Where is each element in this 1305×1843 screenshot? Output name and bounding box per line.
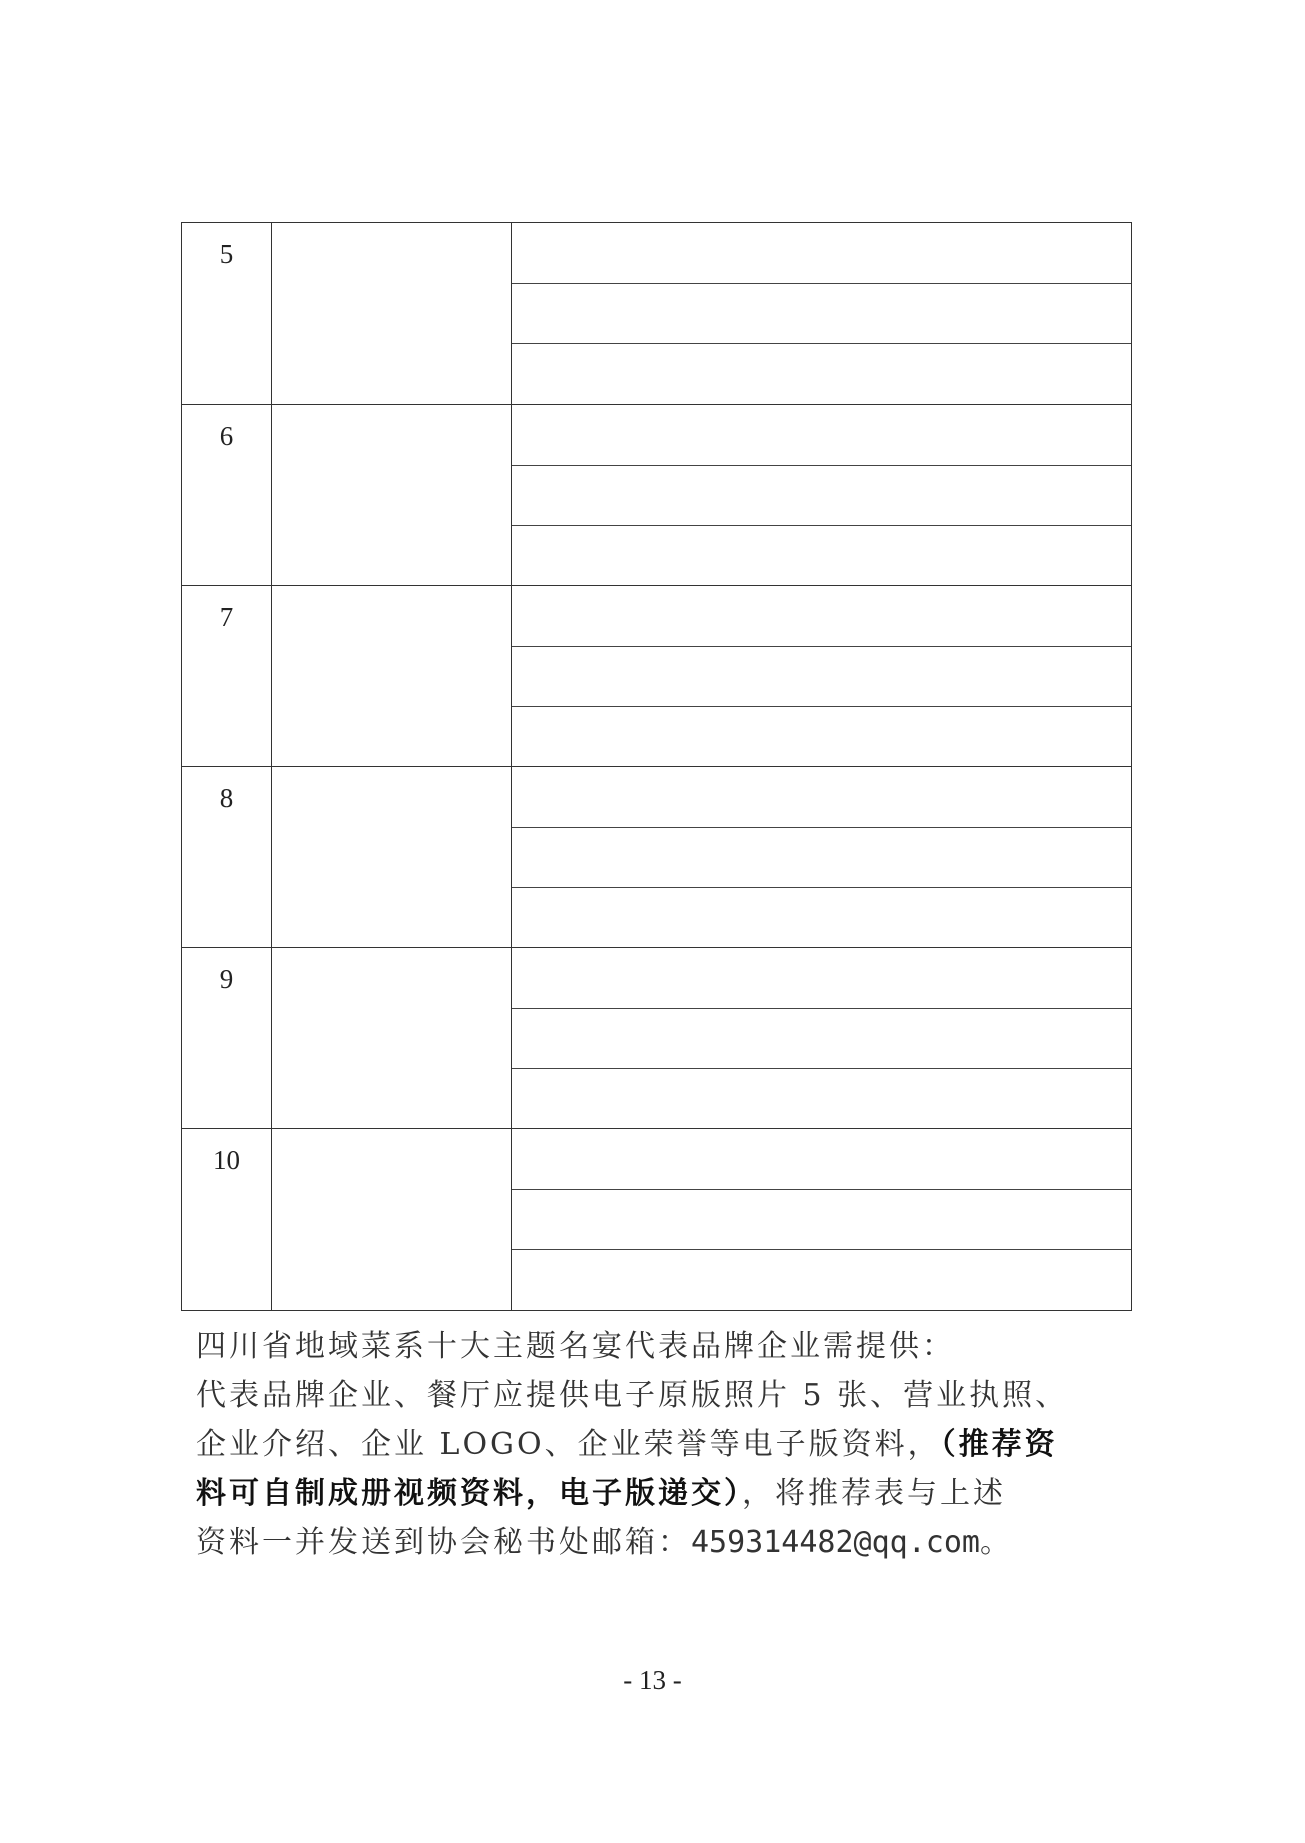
detail-divider	[512, 525, 1131, 526]
notes-bold-text: 料可自制成册视频资料，电子版递交）	[196, 1476, 742, 1511]
page-number: - 13 -	[623, 1665, 682, 1695]
detail-divider	[512, 1189, 1131, 1190]
notes-line-4: 资料一并发送到协会秘书处邮箱：459314482@qq.com。	[196, 1525, 1013, 1560]
table-row	[182, 404, 1131, 586]
detail-divider	[512, 465, 1131, 466]
name-cell[interactable]	[272, 405, 512, 586]
row-number: 5	[182, 223, 272, 404]
detail-divider	[512, 343, 1131, 344]
notes-heading: 四川省地域菜系十大主题名宴代表品牌企业需提供：	[196, 1329, 955, 1364]
detail-divider	[512, 646, 1131, 647]
detail-divider	[512, 827, 1131, 828]
detail-divider	[512, 1068, 1131, 1069]
row-number: 9	[182, 948, 272, 1129]
detail-cell[interactable]	[512, 405, 1131, 586]
table-row	[182, 947, 1131, 1129]
row-number: 7	[182, 586, 272, 767]
detail-divider	[512, 706, 1131, 707]
name-cell[interactable]	[272, 223, 512, 404]
table-row	[182, 223, 1131, 404]
detail-divider	[512, 887, 1131, 888]
row-number: 8	[182, 767, 272, 948]
email-address: 459314482@qq.com	[691, 1525, 980, 1560]
notes-bold-text: （推荐资	[940, 1427, 1058, 1462]
name-cell[interactable]	[272, 948, 512, 1129]
notes-line-1: 代表品牌企业、餐厅应提供电子原版照片 5 张、营业执照、	[196, 1378, 1069, 1413]
name-cell[interactable]	[272, 1129, 512, 1310]
name-cell[interactable]	[272, 767, 512, 948]
table-row	[182, 1128, 1131, 1310]
table-row	[182, 766, 1131, 948]
name-cell[interactable]	[272, 586, 512, 767]
table-row	[182, 585, 1131, 767]
detail-divider	[512, 1008, 1131, 1009]
row-number: 10	[182, 1129, 272, 1310]
detail-cell[interactable]	[512, 767, 1131, 948]
detail-cell[interactable]	[512, 586, 1131, 767]
detail-cell[interactable]	[512, 1129, 1131, 1310]
detail-divider	[512, 1249, 1131, 1250]
recommendation-table	[181, 222, 1132, 1311]
detail-cell[interactable]	[512, 948, 1131, 1129]
notes-line-3: 料可自制成册视频资料，电子版递交），将推荐表与上述	[196, 1476, 1006, 1511]
submission-notes	[196, 1322, 1076, 1567]
notes-line-2: 企业介绍、企业 LOGO、企业荣誉等电子版资料，（推荐资	[196, 1427, 1058, 1462]
row-number: 6	[182, 405, 272, 586]
detail-cell[interactable]	[512, 223, 1131, 404]
detail-divider	[512, 283, 1131, 284]
